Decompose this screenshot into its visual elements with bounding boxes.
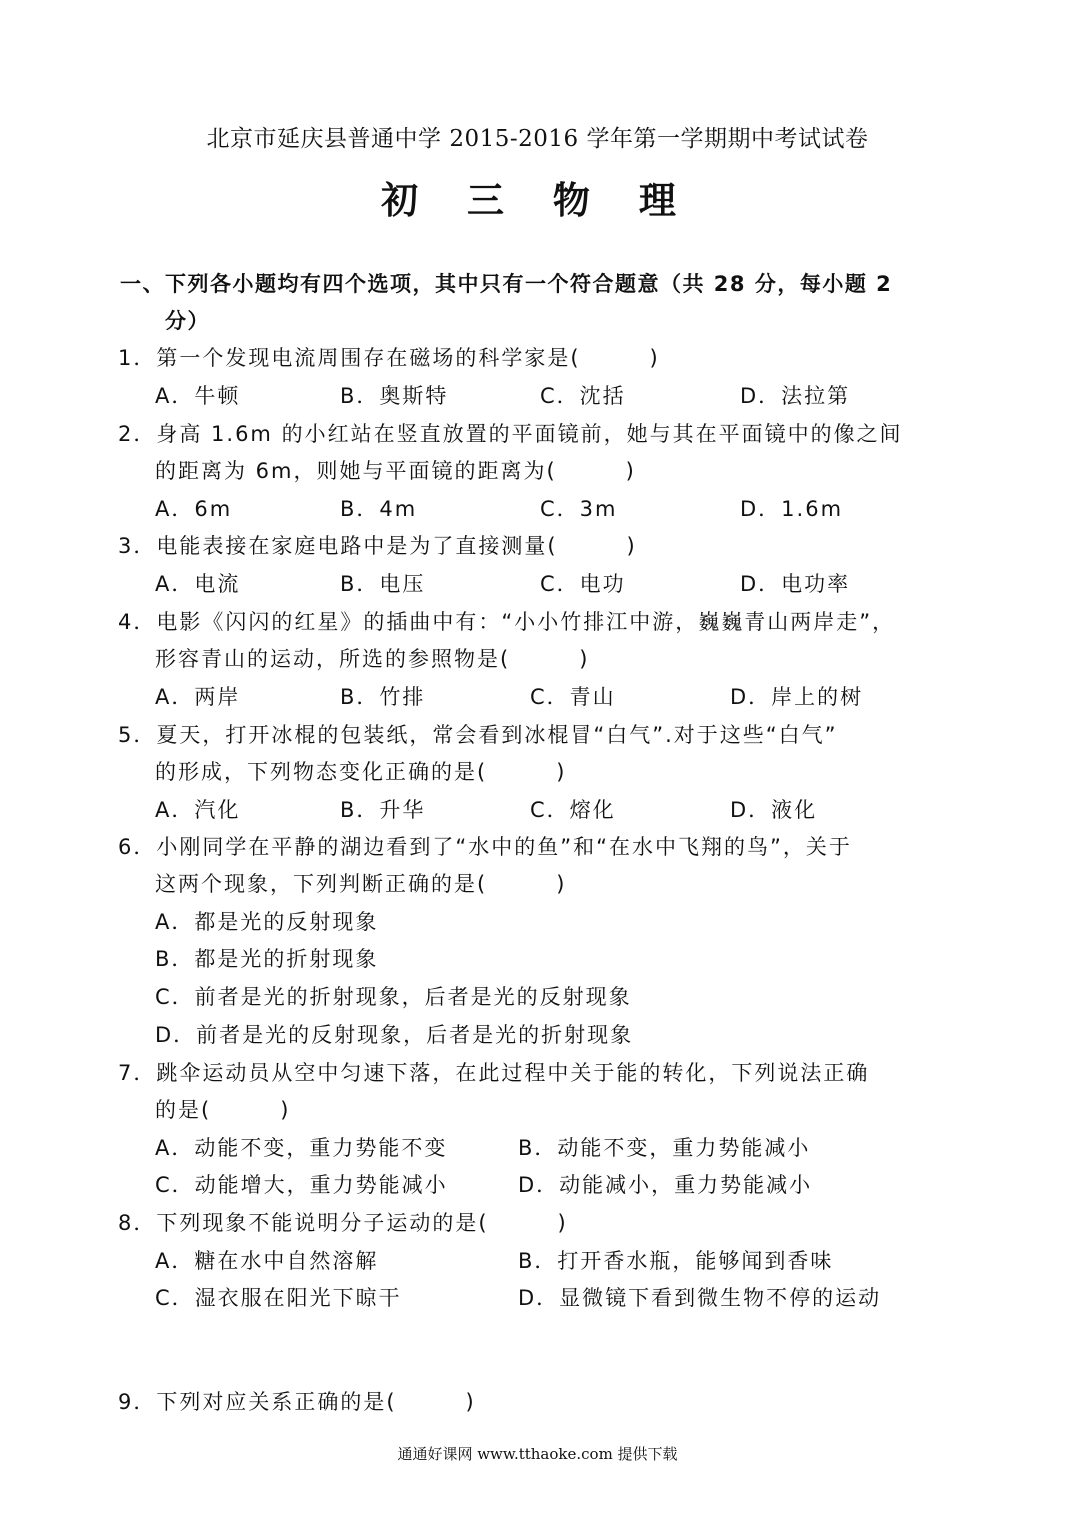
question-7-stem-line1: 7．跳伞运动员从空中匀速下落，在此过程中关于能的转化，下列说法正确 xyxy=(118,1061,870,1085)
question-9-stem: 9．下列对应关系正确的是( ) xyxy=(118,1390,476,1414)
question-4-stem-line2: 形容青山的运动，所选的参照物是( ) xyxy=(155,647,590,671)
question-7-option-c: C．动能增大，重力势能减小 xyxy=(155,1173,448,1197)
question-6-stem-line1: 6．小刚同学在平静的湖边看到了“水中的鱼”和“在水中飞翔的鸟”，关于 xyxy=(118,835,852,859)
section-heading-line2: 分） xyxy=(165,309,210,333)
question-5-option-b: B．升华 xyxy=(340,798,426,822)
question-8-option-c: C．湿衣服在阳光下晾干 xyxy=(155,1286,402,1310)
question-3-option-a: A．电流 xyxy=(155,572,241,596)
question-1-option-c: C．沈括 xyxy=(540,384,626,408)
question-2-option-a: A．6m xyxy=(155,497,233,521)
page-footer: 通通好课网 www.tthaoke.com 提供下载 xyxy=(397,1445,678,1463)
question-7-option-b: B．动能不变，重力势能减小 xyxy=(518,1136,811,1160)
exam-title: 北京市延庆县普通中学 2015-2016 学年第一学期期中考试试卷 xyxy=(206,126,869,152)
question-3-option-b: B．电压 xyxy=(340,572,426,596)
section-heading-line1: 一、下列各小题均有四个选项，其中只有一个符合题意（共 28 分，每小题 2 xyxy=(120,272,893,296)
question-1-option-d: D．法拉第 xyxy=(740,384,851,408)
question-4-option-a: A．两岸 xyxy=(155,685,241,709)
question-2-stem-line1: 2．身高 1.6m 的小红站在竖直放置的平面镜前，她与其在平面镜中的像之间 xyxy=(118,422,903,446)
question-4-option-d: D．岸上的树 xyxy=(730,685,864,709)
question-6-stem-line2: 这两个现象，下列判断正确的是( ) xyxy=(155,872,567,896)
question-5-option-c: C．熔化 xyxy=(530,798,616,822)
question-7-option-a: A．动能不变，重力势能不变 xyxy=(155,1136,448,1160)
question-2-option-c: C．3m xyxy=(540,497,618,521)
question-5-option-d: D．液化 xyxy=(730,798,818,822)
question-2-stem-line2: 的距离为 6m，则她与平面镜的距离为( ) xyxy=(155,459,636,483)
question-1-option-b: B．奥斯特 xyxy=(340,384,449,408)
question-5-stem-line2: 的形成，下列物态变化正确的是( ) xyxy=(155,760,567,784)
question-4-option-c: C．青山 xyxy=(530,685,616,709)
question-5-stem-line1: 5．夏天，打开冰棍的包装纸，常会看到冰棍冒“白气”.对于这些“白气” xyxy=(118,723,838,747)
question-1-option-a: A．牛顿 xyxy=(155,384,241,408)
question-3-option-d: D．电功率 xyxy=(740,572,851,596)
question-7-stem-line2: 的是( ) xyxy=(155,1098,291,1122)
question-2-option-b: B．4m xyxy=(340,497,418,521)
exam-subject: 初 三 物 理 xyxy=(381,179,694,222)
question-6-option-c: C．前者是光的折射现象，后者是光的反射现象 xyxy=(155,985,632,1009)
question-1-stem: 1．第一个发现电流周围存在磁场的科学家是( ) xyxy=(118,346,660,370)
question-6-option-a: A．都是光的反射现象 xyxy=(155,910,379,934)
question-4-stem-line1: 4．电影《闪闪的红星》的插曲中有：“小小竹排江中游，巍巍青山两岸走”， xyxy=(118,610,896,634)
question-8-option-d: D．显微镜下看到微生物不停的运动 xyxy=(518,1286,882,1310)
question-6-option-b: B．都是光的折射现象 xyxy=(155,947,379,971)
question-2-option-d: D．1.6m xyxy=(740,497,844,521)
question-7-option-d: D．动能减小，重力势能减小 xyxy=(518,1173,813,1197)
question-5-option-a: A．汽化 xyxy=(155,798,241,822)
question-6-option-d: D．前者是光的反射现象，后者是光的折射现象 xyxy=(155,1023,634,1047)
question-8-stem: 8．下列现象不能说明分子运动的是( ) xyxy=(118,1211,568,1235)
question-8-option-b: B．打开香水瓶，能够闻到香味 xyxy=(518,1249,834,1273)
question-3-stem: 3．电能表接在家庭电路中是为了直接测量( ) xyxy=(118,534,637,558)
question-8-option-a: A．糖在水中自然溶解 xyxy=(155,1249,379,1273)
question-4-option-b: B．竹排 xyxy=(340,685,426,709)
question-3-option-c: C．电功 xyxy=(540,572,626,596)
